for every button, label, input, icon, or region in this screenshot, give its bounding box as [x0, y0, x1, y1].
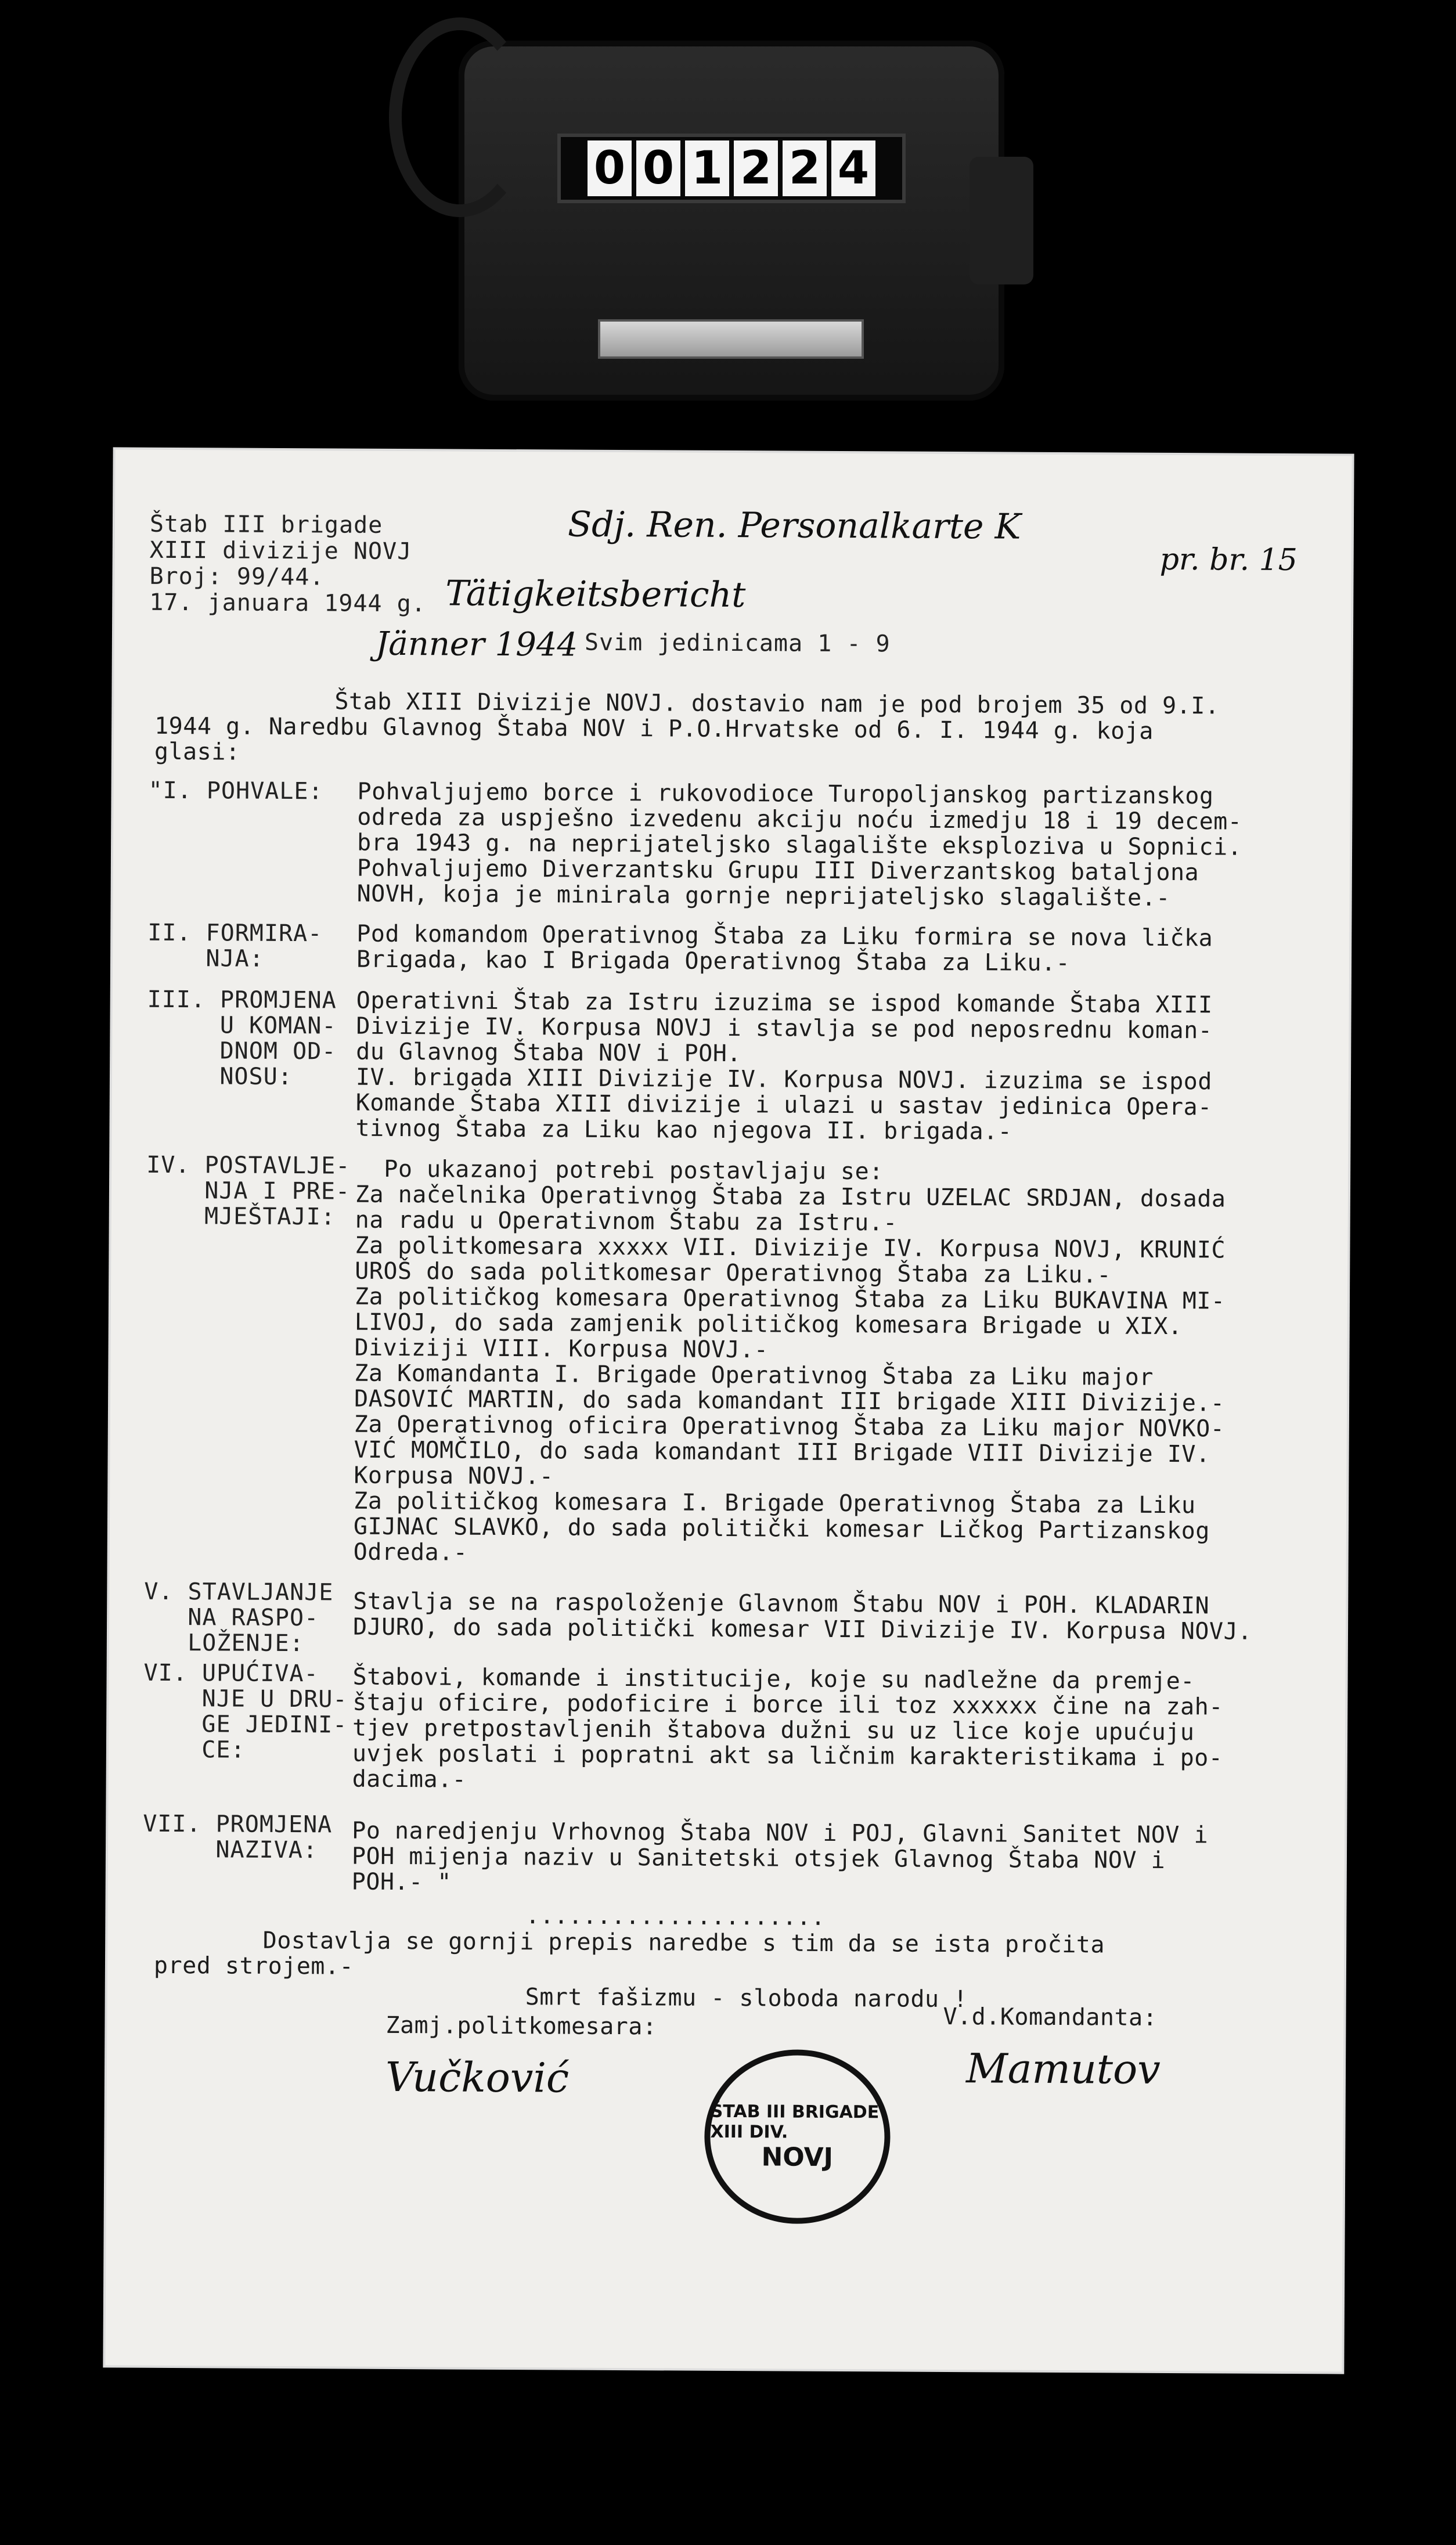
- section-line: Stavlja se na raspoloženje Glavnom Štabu NOV i POH. KLADARIN: [353, 1588, 1210, 1620]
- section-line: bra 1943 g. na neprijateljsko slagalište eksploziva u Sopnici.: [356, 829, 1242, 861]
- section-line: Za načelnika Operativnog Štaba za Istru UZELAC SRDJAN, dosada: [355, 1181, 1226, 1213]
- section-line: štaju oficire, podoficire i borce ili toz xxxxxx čine na zah-: [352, 1689, 1223, 1721]
- section-line: Diviziji VIII. Korpusa NOVJ.-: [354, 1334, 769, 1364]
- section-label: VII. PROMJENA NAZIVA:: [142, 1810, 333, 1864]
- section-line: dacima.-: [352, 1765, 467, 1793]
- section-line: tjev pretpostavljenih štabova dužni su uz lice koje upućuju: [352, 1714, 1195, 1746]
- separator-dots: .....................: [525, 1902, 826, 1931]
- header-number: Broj: 99/44.: [149, 563, 325, 591]
- stamp-center-text: NOVJ: [761, 2142, 834, 2172]
- section-line: na radu u Operativnom Štabu za Istru.-: [355, 1206, 898, 1237]
- right-signature: Mamutov: [965, 2045, 1161, 2093]
- header-date: 17. januara 1944 g.: [149, 589, 426, 618]
- intro-line: 1944 g. Naredbu Glavnog Štaba NOV i P.O.Hrvatske od 6. I. 1944 g. koja: [154, 712, 1154, 745]
- section-line: odreda za uspješno izvedenu akciju noću izmedju 18 i 19 decem-: [357, 803, 1242, 835]
- left-signature: Vučković: [385, 2053, 570, 2102]
- section-label: IV. POSTAVLJE- NJA I PRE- MJEŠTAJI:: [146, 1151, 351, 1231]
- document-page: [105, 449, 1352, 2371]
- section-line: uvjek poslati i popratni akt sa ličnim karakteristikama i po-: [352, 1740, 1223, 1772]
- section-line: Za Komandanta I. Brigade Operativnog Štaba za Liku major: [354, 1360, 1154, 1391]
- handwritten-note-left: Tätigkeitsbericht: [445, 573, 746, 616]
- section-label: II. FORMIRA- NJA:: [147, 919, 323, 972]
- section-line: Za političkog komesara Operativnog Štaba za Liku BUKAVINA MI-: [354, 1283, 1226, 1315]
- closing-line: pred strojem.-: [153, 1952, 354, 1980]
- section-line: GIJNAC SLAVKO, do sada politički komesar Ličkog Partizanskog: [353, 1513, 1210, 1545]
- counter-display: [557, 134, 906, 203]
- frame-counter-device: [459, 41, 1004, 401]
- motto: Smrt fašizmu - sloboda narodu !: [525, 1984, 968, 2013]
- intro-line: glasi:: [154, 738, 240, 766]
- deputy-commissar-title: Zamj.politkomesara:: [385, 2012, 657, 2041]
- section-label: III. PROMJENA U KOMAN- DNOM OD- NOSU:: [146, 986, 337, 1091]
- section-line: Po ukazanoj potrebi postavljaju se:: [355, 1155, 884, 1185]
- section-line: Korpusa NOVJ.-: [354, 1462, 554, 1490]
- section-line: tivnog Štaba za Liku kao njegova II. brigada.-: [355, 1115, 1012, 1145]
- unit-stamp: [704, 2049, 891, 2225]
- section-line: Operativni Štab za Istru izuzima se ispod komande Štaba XIII: [356, 987, 1213, 1019]
- header-division: XIII divizije NOVJ: [149, 536, 412, 565]
- section-line: UROŠ do sada politkomesar Operativnog Štaba za Liku.-: [355, 1257, 1112, 1289]
- counter-digit: 2: [734, 140, 778, 196]
- section-line: POH mijenja naziv u Sanitetski otsjek Glavnog Štaba NOV i: [351, 1843, 1166, 1874]
- stamp-ring-text: ŠTAB III BRIGADE XIII DIV.: [710, 2101, 880, 2143]
- counter-digit: 0: [636, 140, 680, 196]
- section-line: Za politkomesara xxxxx VII. Divizije IV. Korpusa NOVJ, KRUNIĆ: [355, 1232, 1226, 1264]
- counter-nameplate: [598, 319, 864, 359]
- section-label: VI. UPUĆIVA- NJE U DRU- GE JEDINI- CE:: [143, 1659, 348, 1764]
- section-line: Po naredjenju Vrhovnog Štaba NOV i POJ, Glavni Sanitet NOV i: [352, 1817, 1209, 1849]
- counter-side-tab: [970, 157, 1033, 284]
- section-line: Pod komandom Operativnog Štaba za Liku formira se nova lička: [356, 920, 1213, 952]
- section-line: DASOVIĆ MARTIN, do sada komandant III brigade XIII Divizije.-: [354, 1385, 1225, 1417]
- section-line: Pohvaljujemo borce i rukovodioce Turopoljanskog partizanskog: [357, 778, 1214, 810]
- handwritten-note-right: Sdj. Ren. Personalkarte K: [567, 504, 1021, 547]
- section-line: Brigada, kao I Brigada Operativnog Štaba za Liku.-: [356, 946, 1071, 977]
- section-line: Štabovi, komande i institucije, koje su nadležne da premje-: [352, 1663, 1195, 1695]
- counter-cable: [389, 17, 531, 217]
- section-line: Za Operativnog oficira Operativnog Štaba za Liku major NOVKO-: [354, 1411, 1225, 1443]
- section-label: V. STAVLJANJE NA RASPO- LOŽENJE:: [143, 1578, 334, 1657]
- closing-line: Dostavlja se gornji prepis naredbe s tim da se ista pročita: [177, 1927, 1105, 1959]
- addressee: Svim jedinicama 1 - 9: [584, 629, 891, 658]
- header-unit: Štab III brigade: [149, 510, 383, 539]
- section-line: Odreda.-: [353, 1538, 468, 1566]
- section-line: DJURO, do sada politički komesar VII Divizije IV. Korpusa NOVJ.: [352, 1613, 1252, 1645]
- section-line: Za političkog komesara I. Brigade Operativnog Štaba za Liku: [354, 1487, 1196, 1519]
- acting-commander-title: V.d.Komandanta:: [943, 2003, 1158, 2031]
- counter-digit: 4: [831, 140, 875, 196]
- handwritten-date-note: Jänner 1944: [375, 625, 578, 664]
- section-label: "I. POHVALE:: [148, 777, 323, 805]
- section-line: Komande Štaba XIII divizije i ulazi u sastav jedinica Opera-: [355, 1089, 1212, 1121]
- counter-digit: 0: [588, 140, 632, 196]
- intro-line: Štab XIII Divizije NOVJ. dostavio nam je pod brojem 35 od 9.I.: [334, 688, 1220, 720]
- section-line: NOVH, koja je minirala gornje neprijateljsko slagalište.-: [356, 880, 1170, 911]
- section-line: du Glavnog Štaba NOV i POH.: [356, 1038, 742, 1068]
- section-line: VIĆ MOMČILO, do sada komandant III Brigade VIII Divizije IV.: [354, 1436, 1210, 1468]
- section-line: IV. brigada XIII Divizije IV. Korpusa NOVJ. izuzima se ispod: [355, 1064, 1213, 1095]
- counter-digit: 1: [685, 140, 729, 196]
- counter-digit: 2: [783, 140, 827, 196]
- handwritten-note-far: pr. br. 15: [1159, 542, 1298, 578]
- section-line: POH.- ": [351, 1868, 452, 1896]
- section-line: Pohvaljujemo Diverzantsku Grupu III Diverzantskog bataljona: [356, 855, 1199, 886]
- section-line: LIVOJ, do sada zamjenik političkog komesara Brigade u XIX.: [354, 1308, 1183, 1340]
- section-line: Divizije IV. Korpusa NOVJ i stavlja se pod neposrednu koman-: [356, 1012, 1213, 1044]
